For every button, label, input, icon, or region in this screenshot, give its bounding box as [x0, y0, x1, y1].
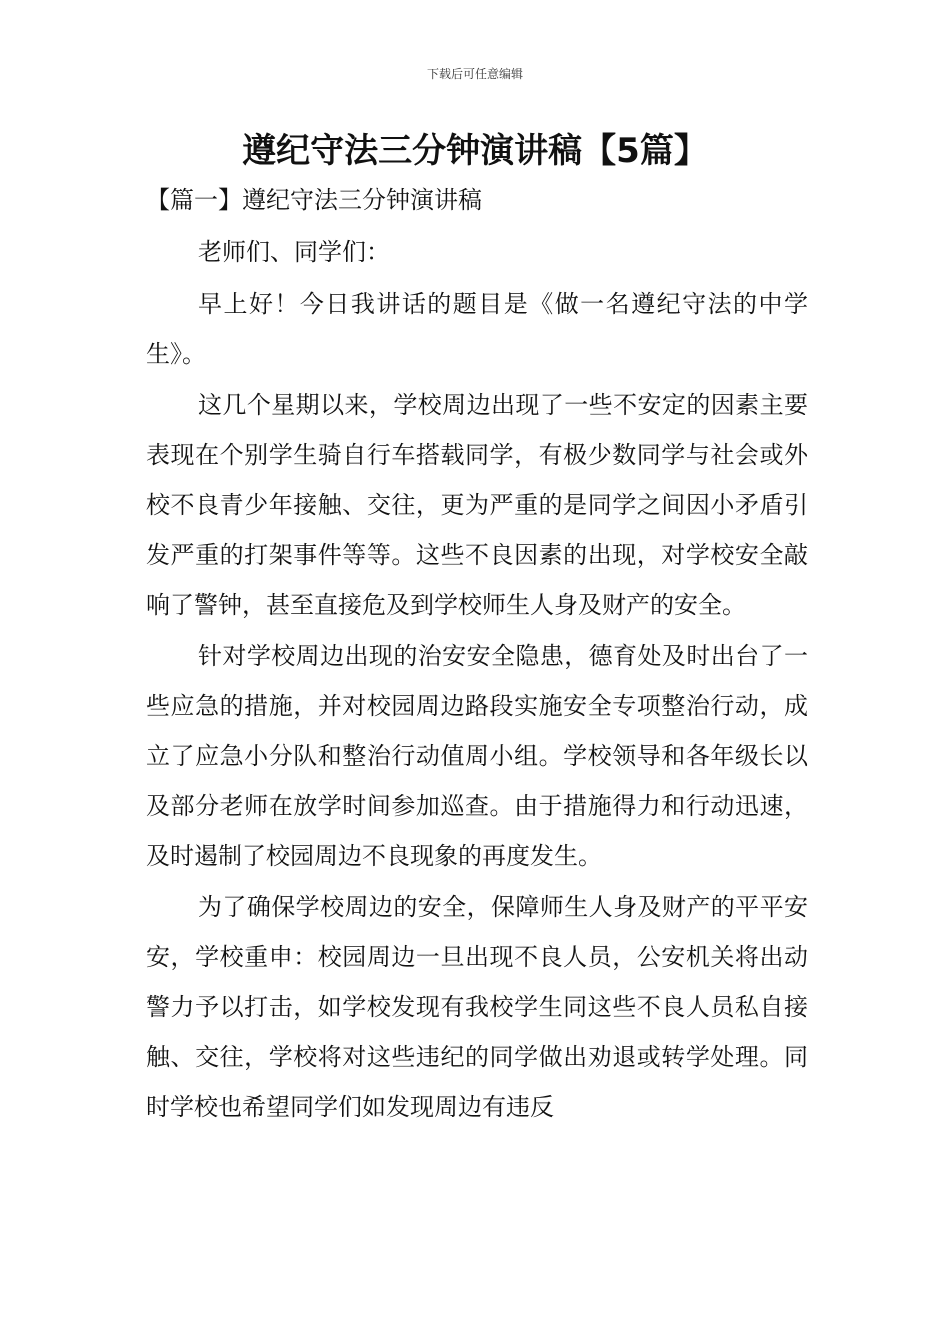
section-heading: 【篇一】遵纪守法三分钟演讲稿 [146, 186, 482, 214]
paragraph-policy: 为了确保学校周边的安全，保障师生人身及财产的平平安安，学校重申：校园周边一旦出现不良人员，公安机关将出动警力予以打击，如学校发现有我校学生同这些不良人员私自接触、交往，学校将对这些违纪的同学做出劝退或转学处理。同时学校也希望同学们如发现周边有违反 [146, 893, 808, 1121]
paragraph-greeting: 老师们、同学们： [198, 238, 390, 266]
paragraph-situation: 这几个星期以来，学校周边出现了一些不安定的因素主要表现在个别学生骑自行车搭载同学，有极少数同学与社会或外校不良青少年接触、交往，更为严重的是同学之间因小矛盾引发严重的打架事件等等。这些不良因素的出现，对学校安全敲响了警钟，甚至直接危及到学校师生人身及财产的安全。 [146, 391, 808, 619]
paragraph-opening: 早上好！今日我讲话的题目是《做一名遵纪守法的中学生》。 [146, 289, 808, 368]
body-text [146, 228, 808, 1134]
header-note: 下载后可任意编辑 [426, 67, 523, 81]
paragraph-measures: 针对学校周边出现的治安安全隐患，德育处及时出台了一些应急的措施，并对校园周边路段实施安全专项整治行动，成立了应急小分队和整治行动值周小组。学校领导和各年级长以及部分老师在放学时间参加巡查。由于措施得力和行动迅速，及时遏制了校园周边不良现象的再度发生。 [146, 642, 808, 870]
document-title: 遵纪守法三分钟演讲稿【5篇】 [242, 131, 708, 171]
